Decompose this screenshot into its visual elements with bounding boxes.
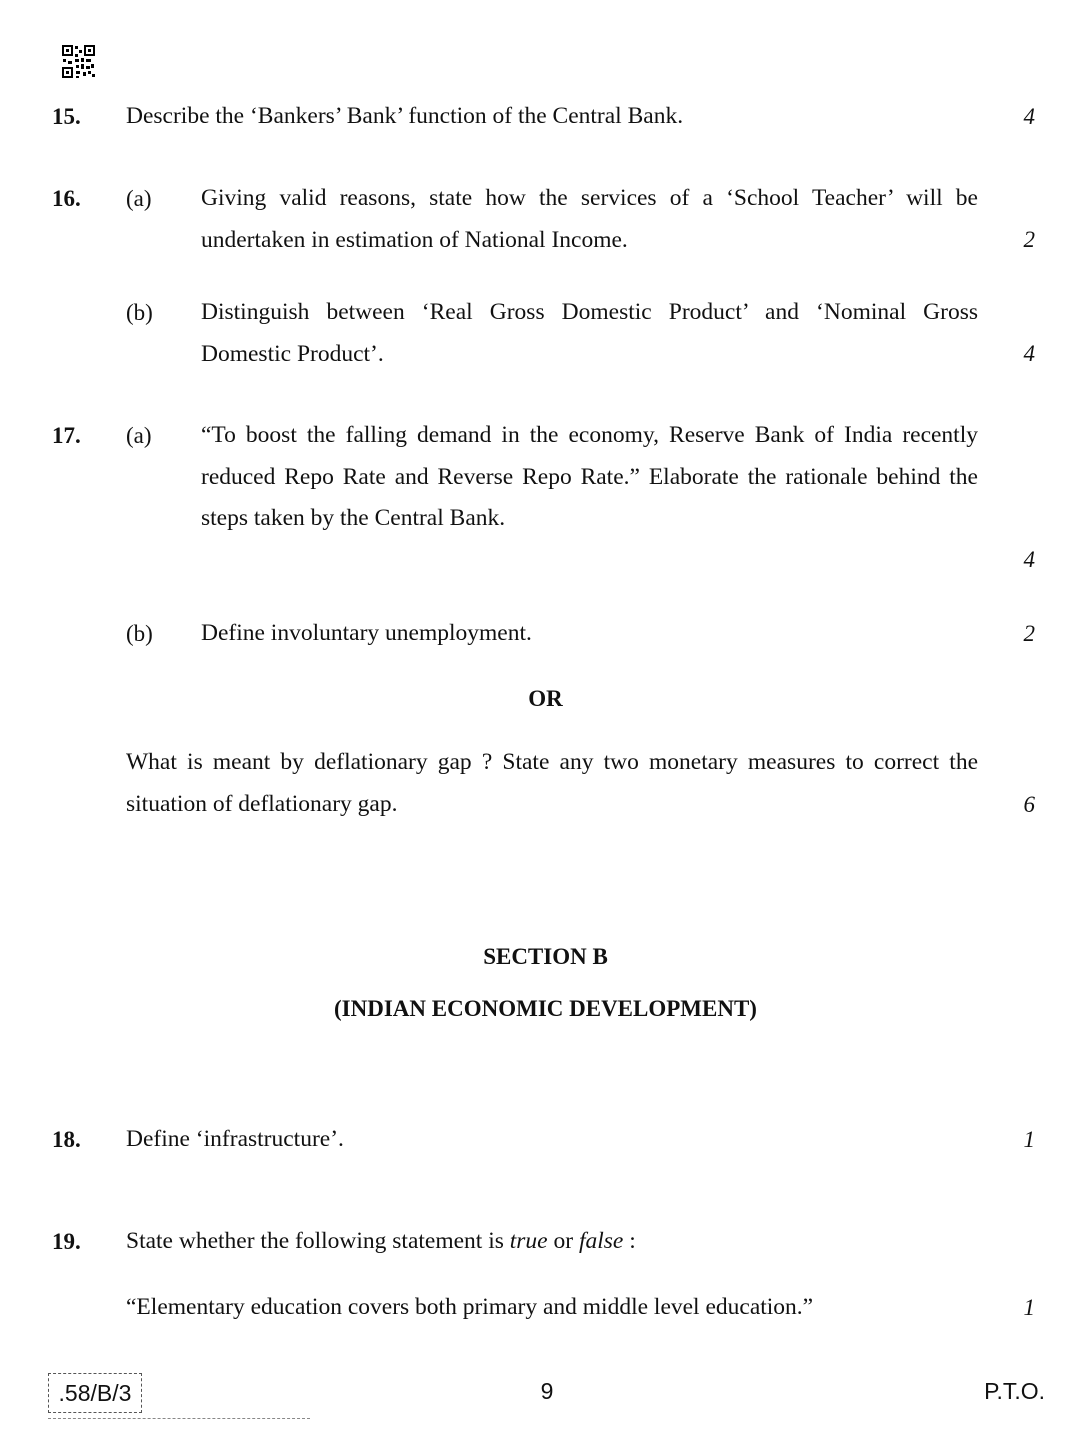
- question-number-19: 19.: [52, 1229, 81, 1254]
- question-16b-marks: 4: [1023, 341, 1035, 366]
- question-19-prefix: State whether the following statement is: [126, 1228, 510, 1254]
- paper-code-box: [48, 1373, 142, 1413]
- question-17a-marks: 4: [1023, 547, 1035, 572]
- question-17a-label: (a): [126, 423, 152, 448]
- footer-dotted-line: [48, 1418, 310, 1419]
- paper-code: .58/B/3: [58, 1380, 132, 1406]
- question-15-text: Describe the ‘Bankers’ Bank’ function of the Central Bank.: [126, 103, 684, 129]
- question-number-15: 15.: [52, 104, 81, 129]
- page-number: 9: [540, 1378, 554, 1404]
- word-false: false: [578, 1228, 624, 1254]
- word-or: or: [547, 1228, 579, 1254]
- question-19-prompt: [126, 1221, 976, 1263]
- question-19-suffix: :: [623, 1228, 636, 1254]
- question-number-16: 16.: [52, 186, 81, 211]
- question-15-marks: 4: [1023, 104, 1035, 129]
- question-18-text: Define ‘infrastructure’.: [126, 1126, 344, 1152]
- question-17-alternative-text: What is meant by deflationary gap ? State any two monetary measures to correct the situation of deflationary gap.: [126, 749, 978, 817]
- word-true: true: [509, 1228, 548, 1254]
- pto-label: P.T.O.: [984, 1378, 1045, 1404]
- question-number-17: 17.: [52, 423, 81, 448]
- question-17-alternative-marks: 6: [1023, 792, 1035, 817]
- question-17b-marks: 2: [1023, 621, 1035, 646]
- or-divider: OR: [528, 686, 563, 711]
- question-16a-marks: 2: [1023, 227, 1035, 252]
- question-16b-text: Distinguish between ‘Real Gross Domestic Product’ and ‘Nominal Gross Domestic Product’.: [201, 299, 978, 367]
- question-19-statement: “Elementary education covers both primary and middle level education.”: [126, 1294, 814, 1320]
- question-17a-text: “To boost the falling demand in the economy, Reserve Bank of India recently reduced Repo Rate and Reverse Repo Rate.” Elaborate the rationale behind the steps taken by the Central Bank.: [201, 422, 978, 531]
- question-16a-text: Giving valid reasons, state how the services of a ‘School Teacher’ will be undertaken in estimation of National Income.: [201, 185, 978, 253]
- section-b-title: SECTION B: [483, 944, 608, 969]
- question-number-18: 18.: [52, 1127, 81, 1152]
- question-18-marks: 1: [1023, 1127, 1035, 1152]
- question-16b-label: (b): [126, 300, 153, 325]
- qr-code-icon: [61, 44, 96, 79]
- section-b-subtitle: (INDIAN ECONOMIC DEVELOPMENT): [334, 996, 757, 1021]
- question-17b-label: (b): [126, 621, 153, 646]
- question-19-marks: 1: [1023, 1295, 1035, 1320]
- question-16a-label: (a): [126, 186, 152, 211]
- question-17b-text: Define involuntary unemployment.: [201, 620, 532, 646]
